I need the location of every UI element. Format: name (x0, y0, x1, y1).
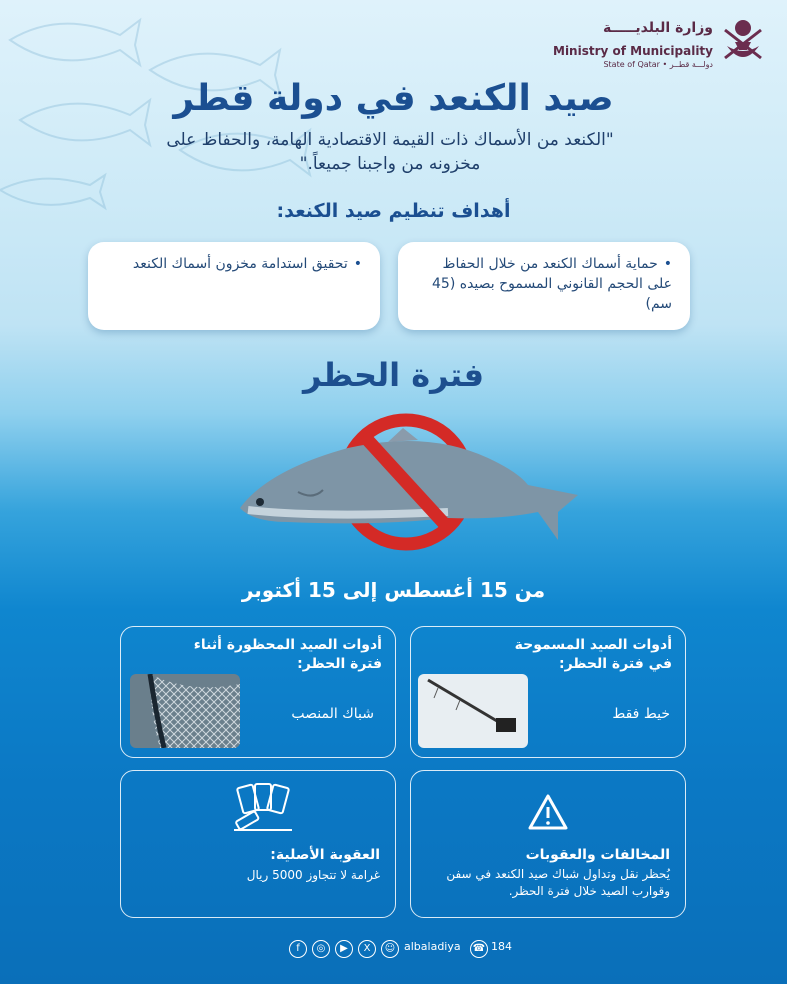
page-title: صيد الكنعد في دولة قطر (173, 78, 614, 119)
fine-money-icon (228, 782, 298, 834)
goal-card-protection (398, 242, 690, 330)
goals-heading: أهداف تنظيم صيد الكنعد: (276, 200, 511, 222)
prohibited-tools-item: شباك المنصب (291, 706, 374, 722)
ban-period: من 15 أغسطس إلى 15 أكتوبر (241, 578, 546, 602)
violations-title: المخالفات والعقوبات (525, 847, 670, 863)
snapchat-icon[interactable]: ☺ (381, 940, 399, 958)
fishing-rod-image (418, 674, 528, 748)
intro-quote: "الكنعد من الأسماك ذات القيمة الاقتصادية الهامة، والحفاظ على مخزونه من واجبنا جميعاً." (166, 130, 614, 174)
phone-icon[interactable]: ☎ (470, 940, 488, 958)
bullet-icon: • (353, 256, 362, 272)
prohibited-tools-title: أدوات الصيد المحظورة أثناء فترة الحظر: (193, 637, 382, 672)
hotline-number: 184 (491, 940, 512, 953)
facebook-icon[interactable]: f (289, 940, 307, 958)
youtube-icon[interactable]: ▶ (335, 940, 353, 958)
ministry-name-english: Ministry of Municipality (553, 44, 713, 58)
bullet-icon: • (663, 256, 672, 272)
warning-icon (528, 794, 568, 830)
penalty-title: العقوبة الأصلية: (270, 847, 380, 863)
violations-text: يُحظر نقل وتداول شباك صيد الكنعد في سفن وقوارب الصيد خلال فترة الحظر. (446, 867, 670, 898)
social-handle: albaladiya (404, 940, 461, 953)
x-twitter-icon[interactable]: X (358, 940, 376, 958)
ban-heading: فترة الحظر (302, 356, 485, 394)
ministry-name-arabic: وزارة البلديـــــة (602, 20, 713, 36)
goal-card-sustainability (88, 242, 380, 330)
instagram-icon[interactable]: ◎ (312, 940, 330, 958)
ministry-state-label: State of Qatar • دولـــة قطــر (603, 60, 713, 69)
penalty-text: غرامة لا تتجاوز 5000 ريال (246, 868, 380, 882)
ministry-emblem-icon (717, 16, 769, 74)
allowed-tools-title: أدوات الصيد المسموحة في فترة الحظر: (514, 637, 672, 672)
allowed-tools-item: خيط فقط (612, 706, 670, 722)
fishing-net-image (130, 674, 240, 748)
goal-text: حماية أسماك الكنعد من خلال الحفاظ على الحجم القانوني المسموح بصيده (45 سم) (432, 256, 672, 312)
goal-text: تحقيق استدامة مخزون أسماك الكنعد (132, 256, 348, 272)
banned-fish-illustration (228, 400, 608, 570)
